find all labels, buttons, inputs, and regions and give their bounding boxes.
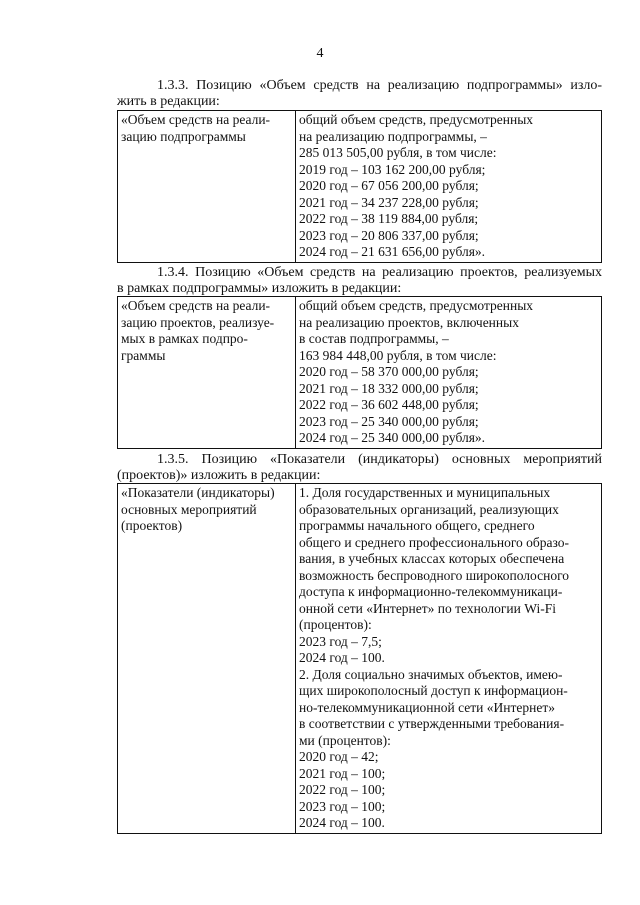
cell-line: основных мероприятий [121,501,257,517]
cell-line: 2020 год – 42; [299,749,379,764]
table-row [118,484,602,834]
cell-line: зацию подпрограммы [121,128,246,144]
position-name-cell [118,297,296,449]
cell-line: 2021 год – 34 237 228,00 рубля; [299,194,479,210]
table-subprogram-funding [117,110,602,263]
cell-line: общий объем средств, предусмотренных [299,112,534,127]
table-row [118,111,602,263]
table-indicators [117,483,602,834]
intro-line: (проектов)» изложить в редакции: [117,468,321,483]
cell-line: общий объем средств, предусмотренных [299,298,534,313]
section-intro-1-3-4 [117,265,602,297]
cell-line: программы начального общего, среднего [299,518,535,533]
cell-line: общего и среднего профессионального образо- [299,534,570,550]
cell-line: 2024 год – 100. [299,815,385,830]
cell-line: «Объем средств на реали- [121,298,271,313]
cell-line: вания, в учебных классах которых обеспечена [299,551,565,566]
cell-line: зацию проектов, реализуе- [121,314,275,330]
cell-line: граммы [121,347,166,363]
cell-line: образовательных организаций, реализующих [299,501,559,517]
cell-line: (проектов) [121,518,183,533]
cell-line: 2023 год – 7,5; [299,633,382,649]
cell-line: онной сети «Интернет» по технологии Wi-Fi [299,600,556,616]
cell-line: 2020 год – 58 370 000,00 рубля; [299,364,479,379]
cell-line: на реализацию подпрограммы, – [299,128,487,144]
cell-line: 163 984 448,00 рубля, в том числе: [299,347,497,363]
cell-line: 2022 год – 36 602 448,00 рубля; [299,397,479,412]
cell-line: 2019 год – 103 162 200,00 рубля; [299,161,486,177]
cell-line: 2020 год – 67 056 200,00 рубля; [299,178,479,193]
table-projects-funding [117,296,602,449]
position-name-cell [118,484,296,834]
cell-line: 2022 год – 100; [299,782,386,797]
intro-line: 1.3.4. Позицию «Объем средств на реализацию проектов, реализуемых [157,265,602,280]
cell-line: (процентов): [299,617,372,632]
intro-line: в рамках подпрограммы» изложить в редакции: [117,281,402,296]
cell-line: в соответствии с утвержденными требования- [299,716,565,731]
table-row [118,297,602,449]
cell-line: 2021 год – 18 332 000,00 рубля; [299,380,479,396]
position-value-cell [296,484,602,834]
cell-line: 285 013 505,00 рубля, в том числе: [299,145,497,160]
position-value-cell [296,111,602,263]
cell-line: 2023 год – 25 340 000,00 рубля; [299,413,479,429]
intro-line: 1.3.3. Позицию «Объем средств на реализацию подпрограммы» изло- [157,78,602,93]
cell-line: 2024 год – 21 631 656,00 рубля». [299,244,486,259]
cell-line: 2022 год – 38 119 884,00 рубля; [299,211,479,226]
cell-line: 2023 год – 20 806 337,00 рубля; [299,227,479,243]
cell-line: 2024 год – 100. [299,650,385,665]
cell-line: 2. Доля социально значимых объектов, имею- [299,666,563,682]
intro-line: 1.3.5. Позицию «Показатели (индикаторы) основных мероприятий [157,452,602,467]
cell-line: но-телекоммуникационной сети «Интернет» [299,699,555,715]
cell-line: в состав подпрограммы, – [299,331,449,346]
section-intro-1-3-5 [117,452,602,484]
cell-line: «Объем средств на реали- [121,112,271,127]
position-name-cell [118,111,296,263]
cell-line: 2023 год – 100; [299,798,386,814]
cell-line: 2021 год – 100; [299,765,386,781]
page-number: 4 [316,46,324,61]
cell-line: щих широкополосный доступ к информацион- [299,683,568,698]
cell-line: доступа к информационно-телекоммуникаци- [299,584,563,599]
intro-line: жить в редакции: [117,94,220,109]
section-intro-1-3-3 [117,78,602,110]
position-value-cell [296,297,602,449]
cell-line: 2024 год – 25 340 000,00 рубля». [299,430,486,445]
cell-line: 1. Доля государственных и муниципальных [299,485,551,500]
cell-line: мых в рамках подпро- [121,331,248,346]
cell-line: на реализацию проектов, включенных [299,314,519,330]
cell-line: возможность беспроводного широкополосного [299,567,570,583]
cell-line: ми (процентов): [299,732,391,748]
cell-line: «Показатели (индикаторы) [121,485,275,500]
